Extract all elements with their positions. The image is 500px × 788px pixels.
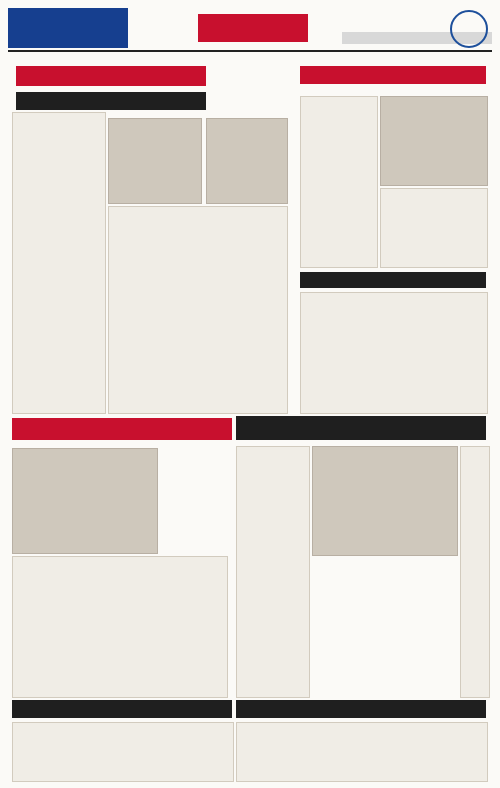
newspaper-logo-icon [8, 8, 128, 48]
headline-right-mid [300, 272, 486, 288]
headline-bottom-center [236, 416, 486, 440]
masthead [8, 8, 492, 52]
article-lower-left [12, 722, 234, 782]
headline-bottom-left [12, 418, 232, 440]
headline-right-top [300, 66, 486, 84]
article-lower-center [236, 722, 488, 782]
section-header [198, 14, 308, 42]
article-left-column [12, 112, 106, 414]
headline-main [16, 92, 206, 110]
article-bottom-right [460, 446, 490, 698]
article-right-column-2 [380, 188, 488, 268]
article-bottom-left [12, 556, 228, 698]
article-center-column [108, 206, 288, 414]
photo-bottom-center [312, 446, 458, 556]
photo-right [380, 96, 488, 186]
article-right-column [300, 96, 378, 268]
article-bottom-center [236, 446, 310, 698]
headline-left-top [16, 66, 206, 86]
anniversary-badge-icon [450, 10, 488, 48]
article-right-mid [300, 292, 488, 414]
headline-lower-center [236, 700, 486, 718]
photo-bottom-left [12, 448, 158, 554]
headline-lower-left [12, 700, 232, 718]
photo-center [206, 118, 288, 204]
photo-left [108, 118, 202, 204]
